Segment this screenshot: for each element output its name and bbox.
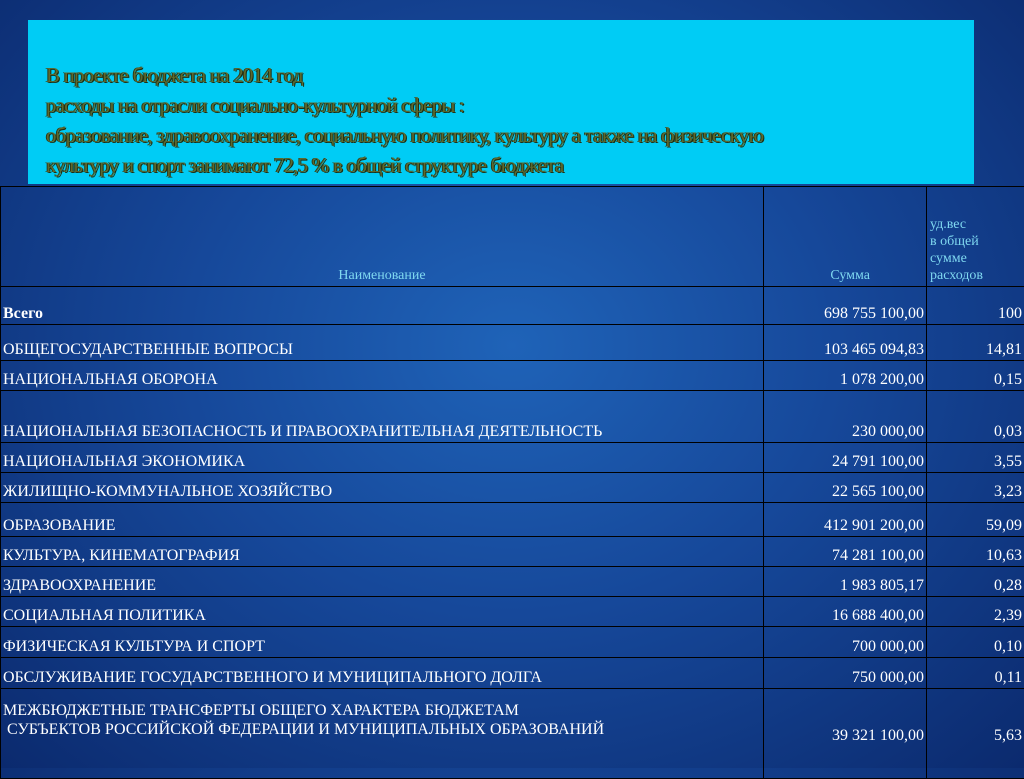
row-sum: 22 565 100,00 [764, 473, 927, 503]
header-share [927, 187, 1024, 287]
slide-title-line: В проекте бюджета на 2014 год [46, 60, 974, 90]
row-name-line: МЕЖБЮДЖЕТНЫЕ ТРАНСФЕРТЫ ОБЩЕГО ХАРАКТЕРА БЮДЖЕТАМ [3, 702, 519, 719]
row-sum: 24 791 100,00 [764, 443, 927, 473]
row-share: 14,81 [927, 325, 1024, 361]
row-sum: 1 078 200,00 [764, 361, 927, 391]
slide-title-line: культуру и спорт занимают 72,5 % в общей структуре бюджета [46, 150, 974, 180]
row-sum: 698 755 100,00 [764, 287, 927, 325]
row-name-line: СУБЪЕКТОВ РОССИЙСКОЙ ФЕДЕРАЦИИ И МУНИЦИПАЛЬНЫХ ОБРАЗОВАНИЙ [3, 721, 604, 738]
row-sum: 39 321 100,00 [764, 689, 927, 779]
row-share: 10,63 [927, 537, 1024, 567]
row-share: 0,15 [927, 361, 1024, 391]
table-row [1, 689, 1024, 779]
header-share-line: в общей [930, 234, 979, 249]
row-share: 100 [927, 287, 1024, 325]
table-row [1, 325, 1024, 361]
slide-title-line: расходы на отрасли социально-культурной сферы : [46, 90, 974, 120]
row-sum: 230 000,00 [764, 391, 927, 443]
row-name: ОБЩЕГОСУДАРСТВЕННЫЕ ВОПРОСЫ [1, 325, 764, 361]
header-name: Наименование [1, 187, 764, 287]
row-sum: 74 281 100,00 [764, 537, 927, 567]
row-share: 3,55 [927, 443, 1024, 473]
table-row [1, 503, 1024, 537]
table-row [1, 567, 1024, 597]
row-name: НАЦИОНАЛЬНАЯ ЭКОНОМИКА [1, 443, 764, 473]
slide-title-line: образование, здравоохранение, социальную политику, культуру а также на физическую [46, 120, 974, 150]
row-sum: 1 983 805,17 [764, 567, 927, 597]
table-row [1, 597, 1024, 627]
row-sum: 412 901 200,00 [764, 503, 927, 537]
row-name: ОБСЛУЖИВАНИЕ ГОСУДАРСТВЕННОГО И МУНИЦИПАЛЬНОГО ДОЛГА [1, 658, 764, 689]
header-share-line: расходов [930, 268, 983, 283]
row-name: ЖИЛИЩНО-КОММУНАЛЬНОЕ ХОЗЯЙСТВО [1, 473, 764, 503]
row-sum: 103 465 094,83 [764, 325, 927, 361]
row-name: ЗДРАВООХРАНЕНИЕ [1, 567, 764, 597]
row-name: КУЛЬТУРА, КИНЕМАТОГРАФИЯ [1, 537, 764, 567]
row-name: Всего [1, 287, 764, 325]
table-header-row [1, 187, 1024, 287]
row-share: 5,63 [927, 689, 1024, 779]
header-sum: Сумма [764, 187, 927, 287]
budget-table [0, 186, 1024, 779]
header-share-line: сумме [930, 251, 967, 266]
row-name: СОЦИАЛЬНАЯ ПОЛИТИКА [1, 597, 764, 627]
row-share: 0,10 [927, 627, 1024, 658]
row-share: 0,28 [927, 567, 1024, 597]
row-name: НАЦИОНАЛЬНАЯ БЕЗОПАСНОСТЬ И ПРАВООХРАНИТЕЛЬНАЯ ДЕЯТЕЛЬНОСТЬ [1, 391, 764, 443]
table-row [1, 443, 1024, 473]
header-share-line: уд.вес [930, 217, 966, 232]
row-share: 0,11 [927, 658, 1024, 689]
row-share: 3,23 [927, 473, 1024, 503]
row-name [1, 689, 764, 779]
row-sum: 16 688 400,00 [764, 597, 927, 627]
table-row [1, 537, 1024, 567]
table-row [1, 473, 1024, 503]
row-share: 2,39 [927, 597, 1024, 627]
table-row [1, 658, 1024, 689]
table-row-total [1, 287, 1024, 325]
row-share: 59,09 [927, 503, 1024, 537]
row-sum: 750 000,00 [764, 658, 927, 689]
table-row [1, 361, 1024, 391]
row-name: ФИЗИЧЕСКАЯ КУЛЬТУРА И СПОРТ [1, 627, 764, 658]
row-share: 0,03 [927, 391, 1024, 443]
row-name: ОБРАЗОВАНИЕ [1, 503, 764, 537]
row-sum: 700 000,00 [764, 627, 927, 658]
slide-title-box [28, 20, 974, 184]
table-row [1, 391, 1024, 443]
row-name: НАЦИОНАЛЬНАЯ ОБОРОНА [1, 361, 764, 391]
table-row [1, 627, 1024, 658]
